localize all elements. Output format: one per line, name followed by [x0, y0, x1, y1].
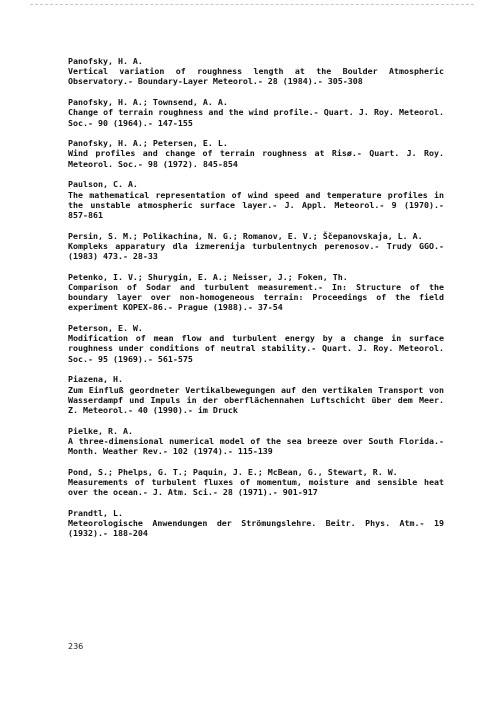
reference-author: Panofsky, H. A.: [68, 56, 143, 66]
reference-entry: [68, 467, 444, 498]
reference-body: Zum Einfluß geordneter Vertikalbewegungen auf den vertikalen Transport von Wasserdampf und Impuls in der oberflächennahen Luftschicht über dem Meer. Z. Meteorol.- 40 (1990).- im Druck: [68, 384, 444, 415]
reference-author: Paulson, C. A.: [68, 179, 138, 190]
reference-entry: [68, 508, 444, 539]
reference-list: [68, 56, 444, 549]
reference-author: Peterson, E. W.: [68, 323, 143, 334]
reference-author: Prandtl, L.: [68, 507, 123, 518]
reference-body: The mathematical representation of wind speed and temperature profiles in the unstable atmospheric surface layer.- J. Appl. Meteorol.- 9 (1970).- 857-861: [68, 189, 444, 220]
reference-entry: [68, 56, 444, 87]
reference-entry: [68, 426, 444, 457]
reference-entry: [68, 179, 444, 220]
reference-body: A three-dimensional numerical model of the sea breeze over South Florida.- Month. Weather Rev.- 102 (1974).- 115-139: [68, 435, 444, 457]
reference-body: Modification of mean flow and turbulent energy by a change in surface roughness under conditions of neutral stability.- Quart. J. Roy. Meteorol. Soc.- 95 (1969).- 561-575: [68, 333, 444, 364]
reference-body: Wind profiles and change of terrain roughness at Risø.- Quart. J. Roy. Meteorol. Soc.- 98 (1972). 845-854: [68, 148, 444, 169]
scan-edge-line: [30, 4, 474, 5]
reference-body: Vertical variation of roughness length at the Boulder Atmospheric Observatory.- Boundary-Layer Meteorol.- 28 (1984).- 305-308: [68, 66, 444, 87]
reference-author: Piazena, H.: [68, 374, 123, 385]
reference-body: Meteorologische Anwendungen der Strömungslehre. Beitr. Phys. Atm.- 19 (1932).- 188-204: [68, 518, 444, 539]
reference-author: Pond, S.; Phelps, G. T.; Paquin, J. E.; McBean, G., Stewart, R. W.: [68, 466, 398, 477]
reference-entry: [68, 323, 444, 364]
reference-author: Panofsky, H. A.; Petersen, E. L.: [68, 138, 228, 149]
reference-body: Change of terrain roughness and the wind profile.- Quart. J. Roy. Meteorol. Soc.- 90 (1964).- 147-155: [68, 107, 444, 128]
reference-body: Kompleks apparatury dla izmerenija turbulentnych perenosov.- Trudy GGO.- (1983) 473.- 28-33: [68, 240, 444, 262]
reference-entry: [68, 97, 444, 128]
reference-entry: [68, 272, 444, 313]
reference-author: Panofsky, H. A.; Townsend, A. A.: [68, 97, 228, 108]
reference-author: Pielke, R. A.: [68, 425, 133, 436]
reference-entry: [68, 138, 444, 169]
reference-body: Comparison of Sodar and turbulent measurement.- In: Structure of the boundary layer over non-homogeneous terrain: Proceedings of the field experiment KOPEX-86.- Prague (1988).- 37-54: [68, 281, 444, 313]
reference-author: Persin, S. M.; Polikachina, N. G.; Romanov, E. V.; Š̌cepanovskaja, L. A.: [68, 230, 423, 241]
reference-entry: [68, 231, 444, 262]
reference-entry: [68, 374, 444, 415]
page-number: 236: [68, 642, 84, 651]
reference-author: Petenko, I. V.; Shurygin, E. A.; Neisser, J.; Foken, Th.: [68, 271, 348, 282]
reference-body: Measurements of turbulent fluxes of momentum, moisture and sensible heat over the ocean.- J. Atm. Sci.- 28 (1971).- 901-917: [68, 477, 444, 498]
